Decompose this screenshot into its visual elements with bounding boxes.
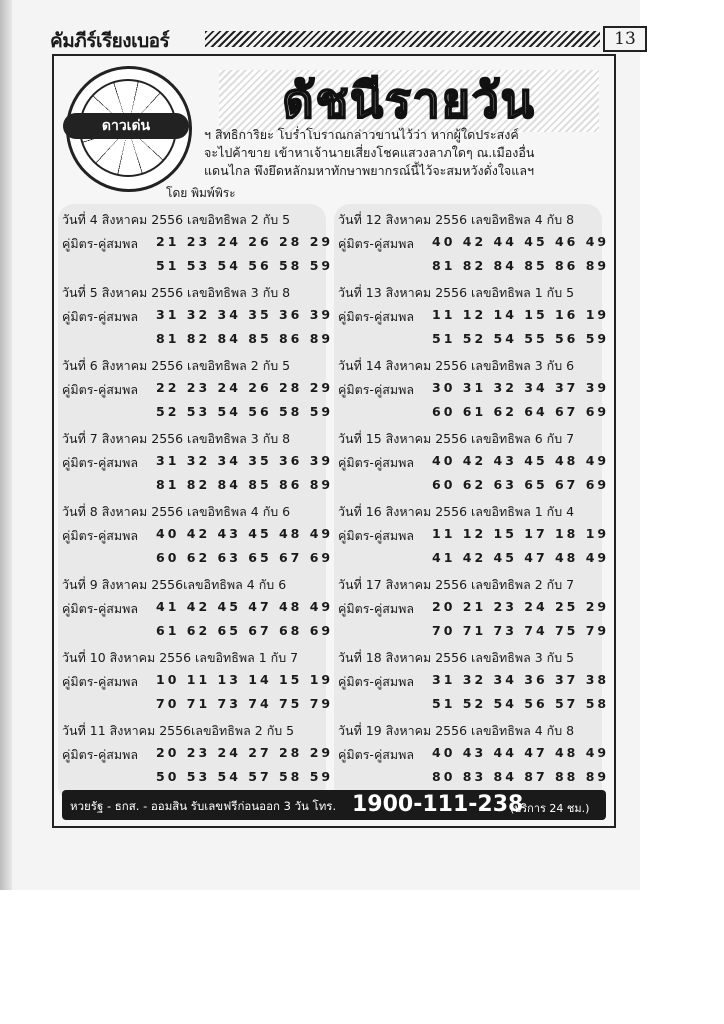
day-heading: วันที่ 14 สิงหาคม 2556 เลขอิทธิพล 3 กับ 6 [338, 358, 575, 373]
day-entry [58, 721, 334, 793]
pair-label: คู่มิตร-คู่สมพล 11 12 14 15 16 19 [338, 307, 610, 324]
day-entry [334, 721, 610, 793]
day-entry [334, 575, 610, 647]
day-heading: วันที่ 11 สิงหาคม 2556เลขอิทธิพล 2 กับ 5 [62, 723, 295, 738]
number-row: 20 23 24 27 28 29 [156, 745, 334, 760]
phone-number: 1900-111-238 [352, 792, 524, 817]
number-row: 61 62 65 67 68 69 [156, 623, 334, 638]
intro-line: ฯ สิทธิการิยะ โบร่ำโบราณกล่าวขานไว้ว่า หากผู้ใดประสงค์ [204, 127, 519, 142]
header-hatch-decoration [205, 31, 600, 47]
page-spine [0, 0, 12, 890]
number-row: 70 71 73 74 75 79 [432, 623, 610, 638]
day-entry [58, 210, 334, 282]
number-row: 40 42 44 45 46 49 [432, 234, 610, 249]
page-header [50, 26, 636, 52]
pair-label: คู่มิตร-คู่สมพล 31 32 34 35 36 39 [62, 307, 334, 324]
number-row: 31 32 34 36 37 38 [432, 672, 610, 687]
day-heading: วันที่ 4 สิงหาคม 2556 เลขอิทธิพล 2 กับ 5 [62, 212, 291, 227]
number-row: 60 62 63 65 67 69 [156, 550, 334, 565]
number-row: 51 52 54 55 56 59 [432, 331, 610, 346]
day-entry [334, 502, 610, 574]
right-column [334, 204, 610, 802]
number-row: 40 43 44 47 48 49 [432, 745, 610, 760]
author-byline: โดย พิมพ์พิระ [166, 186, 236, 200]
day-entry [334, 429, 610, 501]
number-row: 81 82 84 85 86 89 [156, 331, 334, 346]
day-entry [58, 356, 334, 428]
number-row: 70 71 73 74 75 79 [156, 696, 334, 711]
number-row: 81 82 84 85 86 89 [156, 477, 334, 492]
number-row: 52 53 54 56 58 59 [156, 404, 334, 419]
day-heading: วันที่ 10 สิงหาคม 2556 เลขอิทธิพล 1 กับ 7 [62, 650, 299, 665]
number-row: 51 53 54 56 58 59 [156, 258, 334, 273]
dao-den-logo [66, 66, 192, 192]
number-row: 21 23 24 26 28 29 [156, 234, 334, 249]
intro-line: จะไปค้าขาย เข้าหาเจ้านายเสี่ยงโชคแสวงลาภใดๆ ณ.เมืองอื่น [204, 145, 535, 160]
pair-label: คู่มิตร-คู่สมพล 21 23 24 26 28 29 [62, 234, 334, 251]
day-entry [334, 356, 610, 428]
number-row: 40 42 43 45 48 49 [156, 526, 334, 541]
number-row: 11 12 15 17 18 19 [432, 526, 610, 541]
day-heading: วันที่ 17 สิงหาคม 2556 เลขอิทธิพล 2 กับ 7 [338, 577, 575, 592]
day-entry [334, 210, 610, 282]
magazine-title: คัมภีร์เรียงเบอร์ [50, 30, 170, 52]
day-entry [334, 648, 610, 720]
day-heading: วันที่ 8 สิงหาคม 2556 เลขอิทธิพล 4 กับ 6 [62, 504, 291, 519]
pair-label: คู่มิตร-คู่สมพล 20 21 23 24 25 29 [338, 599, 610, 616]
day-entry [58, 429, 334, 501]
pair-label: คู่มิตร-คู่สมพล 40 42 44 45 46 49 [338, 234, 610, 251]
intro-line: แดนไกล พึงยึดหลักมหาทักษาพยากรณ์นี้ไว้จะสมหวังดั่งใจแลฯ [204, 163, 534, 178]
pair-label: คู่มิตร-คู่สมพล 22 23 24 26 28 29 [62, 380, 334, 397]
day-entry [58, 283, 334, 355]
pair-label: คู่มิตร-คู่สมพล 10 11 13 14 15 19 [62, 672, 334, 689]
day-heading: วันที่ 12 สิงหาคม 2556 เลขอิทธิพล 4 กับ 8 [338, 212, 575, 227]
pair-label: คู่มิตร-คู่สมพล 20 23 24 27 28 29 [62, 745, 334, 762]
left-column [58, 204, 334, 802]
number-row: 20 21 23 24 25 29 [432, 599, 610, 614]
day-heading: วันที่ 9 สิงหาคม 2556เลขอิทธิพล 4 กับ 6 [62, 577, 287, 592]
day-entry [58, 648, 334, 720]
day-entry [58, 502, 334, 574]
number-row: 50 53 54 57 58 59 [156, 769, 334, 784]
number-row: 51 52 54 56 57 58 [432, 696, 610, 711]
number-row: 22 23 24 26 28 29 [156, 380, 334, 395]
footer-text: หวยรัฐ - ธกส. - ออมสิน รับเลขฟรีก่อนออก 3 วัน โทร. [70, 799, 337, 813]
day-heading: วันที่ 13 สิงหาคม 2556 เลขอิทธิพล 1 กับ 5 [338, 285, 575, 300]
intro-paragraph [204, 126, 604, 180]
day-heading: วันที่ 15 สิงหาคม 2556 เลขอิทธิพล 6 กับ 7 [338, 431, 575, 446]
pair-label: คู่มิตร-คู่สมพล 41 42 45 47 48 49 [62, 599, 334, 616]
article-frame [52, 54, 616, 828]
number-row: 60 61 62 64 67 69 [432, 404, 610, 419]
pair-label: คู่มิตร-คู่สมพล 11 12 15 17 18 19 [338, 526, 610, 543]
number-row: 41 42 45 47 48 49 [156, 599, 334, 614]
pair-label: คู่มิตร-คู่สมพล 40 43 44 47 48 49 [338, 745, 610, 762]
number-row: 41 42 45 47 48 49 [432, 550, 610, 565]
number-row: 60 62 63 65 67 69 [432, 477, 610, 492]
service-hours: (บริการ 24 ชม.) [510, 802, 590, 815]
number-row: 31 32 34 35 36 39 [156, 307, 334, 322]
number-row: 11 12 14 15 16 19 [432, 307, 610, 322]
pair-label: คู่มิตร-คู่สมพล 31 32 34 35 36 39 [62, 453, 334, 470]
day-heading: วันที่ 5 สิงหาคม 2556 เลขอิทธิพล 3 กับ 8 [62, 285, 291, 300]
number-row: 81 82 84 85 86 89 [432, 258, 610, 273]
day-entry [58, 575, 334, 647]
pair-label: คู่มิตร-คู่สมพล 30 31 32 34 37 39 [338, 380, 610, 397]
number-row: 10 11 13 14 15 19 [156, 672, 334, 687]
number-row: 31 32 34 35 36 39 [156, 453, 334, 468]
logo-text: ดาวเด่น [63, 113, 189, 139]
page-number: 13 [603, 26, 647, 52]
day-heading: วันที่ 18 สิงหาคม 2556 เลขอิทธิพล 3 กับ 5 [338, 650, 575, 665]
day-heading: วันที่ 7 สิงหาคม 2556 เลขอิทธิพล 3 กับ 8 [62, 431, 291, 446]
number-row: 40 42 43 45 48 49 [432, 453, 610, 468]
day-heading: วันที่ 16 สิงหาคม 2556 เลขอิทธิพล 1 กับ 4 [338, 504, 575, 519]
day-heading: วันที่ 6 สิงหาคม 2556 เลขอิทธิพล 2 กับ 5 [62, 358, 291, 373]
number-row: 80 83 84 87 88 89 [432, 769, 610, 784]
number-row: 30 31 32 34 37 39 [432, 380, 610, 395]
day-entry [334, 283, 610, 355]
day-heading: วันที่ 19 สิงหาคม 2556 เลขอิทธิพล 4 กับ 8 [338, 723, 575, 738]
pair-label: คู่มิตร-คู่สมพล 40 42 43 45 48 49 [338, 453, 610, 470]
pair-label: คู่มิตร-คู่สมพล 40 42 43 45 48 49 [62, 526, 334, 543]
pair-label: คู่มิตร-คู่สมพล 31 32 34 36 37 38 [338, 672, 610, 689]
column-title: ดัชนีรายวัน [219, 70, 599, 132]
footer-banner [62, 790, 606, 820]
